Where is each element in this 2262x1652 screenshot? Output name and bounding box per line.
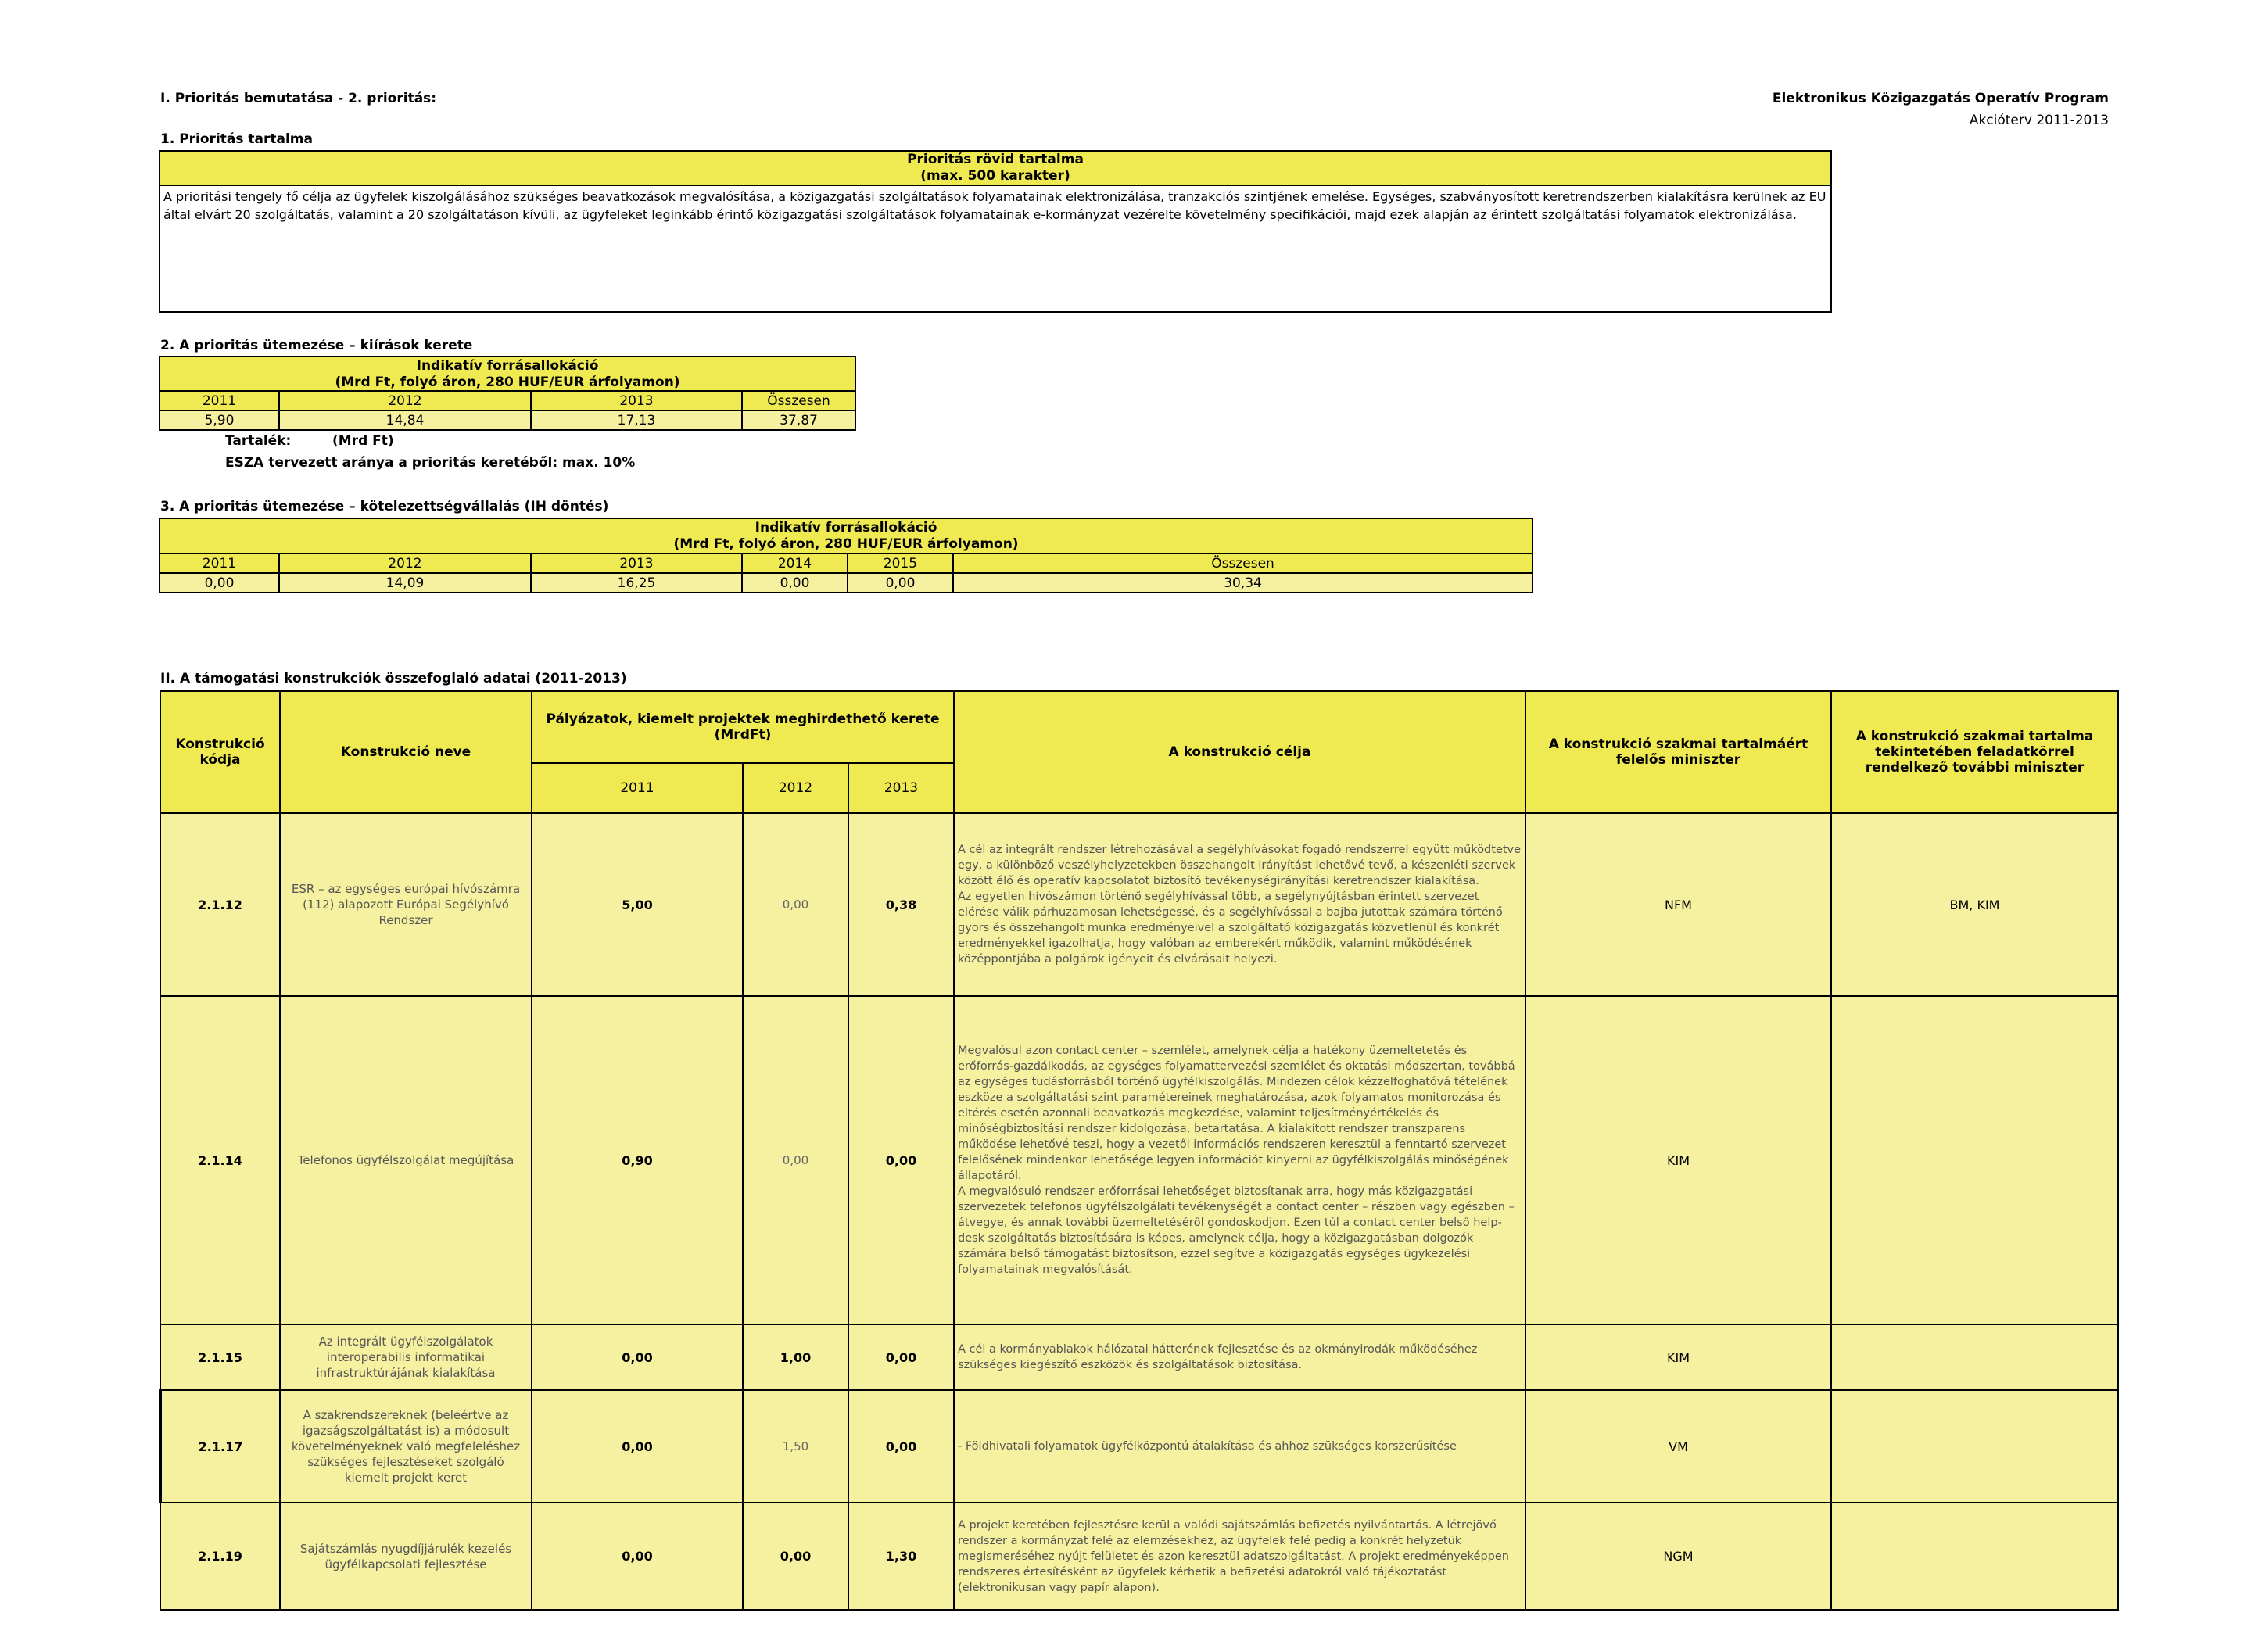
row-name: Sajátszámlás nyugdíjjárulék kezelés ügyfélkapcsolati fejlesztése <box>280 1503 532 1610</box>
commit-col-2014: 2014 <box>742 554 848 573</box>
row-other-minister <box>1831 1324 2118 1390</box>
row-2013: 0,00 <box>848 1324 954 1390</box>
row-2011: 0,00 <box>532 1390 743 1503</box>
constructions-table <box>159 690 2119 1611</box>
row-2012: 1,50 <box>743 1390 848 1503</box>
col-other-minister-header: A konstrukció szakmai tartalma tekintetében feladatkörrel rendelkező további miniszter <box>1831 691 2118 813</box>
section1-title: 1. Prioritás tartalma <box>160 131 313 147</box>
section2-title: 2. A prioritás ütemezése – kiírások kerete <box>160 338 473 353</box>
commit-col-2013: 2013 <box>531 554 742 573</box>
commitment-allocation-table <box>159 518 1533 593</box>
row-2012: 0,00 <box>743 813 848 996</box>
program-title: Elektronikus Közigazgatás Operatív Program <box>1772 91 2109 106</box>
row-2012: 0,00 <box>743 1503 848 1610</box>
row-goal: A cél a kormányablakok hálózatai hátterének fejlesztése és az okmányirodák működéséhez szükséges kiegészítő eszközök és szolgáltatások biztosítása. <box>954 1324 1525 1390</box>
row-minister: NGM <box>1525 1503 1831 1610</box>
priority-summary-text: A prioritási tengely fő célja az ügyfelek kiszolgálásához szükséges beavatkozások megvalósítása, a közigazgatási szolgáltatások folyamatainak elektronizálása, tranzakciós szintjének emelése. Egységes, szabványosított keretrendszerben kialakításra kerülnek az EU által elvárt 20 szolgáltatás, valamint a 20 szolgáltatáson kívüli, az ügyfeleket leginkább érintő közigazgatási szolgáltatások folyamatainak e-kormányzat vezérelte követelmény specifikációi, majd ezek alapján az érintett szolgáltatási folyamatok elektronizálása. <box>159 186 1832 313</box>
commit-head-line1: Indikatív forrásallokáció <box>160 518 1532 536</box>
row-other-minister <box>1831 996 2118 1324</box>
col-minister-header: A konstrukció szakmai tartalmáért felelős miniszter <box>1525 691 1831 813</box>
row-2011: 0,00 <box>532 1324 743 1390</box>
row-code: 2.1.12 <box>160 813 280 996</box>
col-code-header: Konstrukció kódja <box>160 691 280 813</box>
table-row <box>160 1324 2118 1390</box>
calls-head-line1: Indikatív forrásallokáció <box>160 357 855 374</box>
row-name: A szakrendszereknek (beleértve az igazságszolgáltatást is) a módosult követelményeknek való megfeleléshez szükséges fejlesztéseket szolgáló kiemelt projekt keret <box>280 1390 532 1503</box>
row-2012: 0,00 <box>743 996 848 1324</box>
calls-col-2011: 2011 <box>160 391 279 410</box>
priority-summary-header <box>159 150 1832 186</box>
reserve-unit: (Mrd Ft) <box>332 433 394 449</box>
row-code: 2.1.19 <box>160 1503 280 1610</box>
col-2013-header: 2013 <box>848 763 954 813</box>
col-budget-header: Pályázatok, kiemelt projektek meghirdethető kerete (MrdFt) <box>532 691 954 763</box>
calls-col-total: Összesen <box>742 391 855 410</box>
table-row <box>160 1390 2118 1503</box>
table-row <box>160 996 2118 1324</box>
calls-allocation-table <box>159 356 856 431</box>
calls-val-total: 37,87 <box>742 410 855 430</box>
row-minister: KIM <box>1525 1324 1831 1390</box>
col-name-header: Konstrukció neve <box>280 691 532 813</box>
col-goal-header: A konstrukció célja <box>954 691 1525 813</box>
esza-ratio: ESZA tervezett aránya a prioritás keretéből: max. 10% <box>225 455 636 471</box>
plan-subtitle: Akcióterv 2011-2013 <box>1969 113 2109 128</box>
row-code: 2.1.14 <box>160 996 280 1324</box>
row-2011: 0,90 <box>532 996 743 1324</box>
row-goal: A projekt keretében fejlesztésre kerül a valódi sajátszámlás befizetés nyilvántartás. A létrejövő rendszer a kormányzat felé az elemzésekhez, az ügyfelek felé pedig a konkrét helyzetük megismeréséhez nyújt felületet és azon keresztül adatszolgáltatást. A projekt eredményeképpen rendszeres értesítésként az ügyfelek kérhetik a befizetési adatokról való tájékoztatást (elektronikusan vagy papír alapon). <box>954 1503 1525 1610</box>
calls-val-2011: 5,90 <box>160 410 279 430</box>
row-2013: 1,30 <box>848 1503 954 1610</box>
row-goal: - Földhivatali folyamatok ügyfélközpontú átalakítása és ahhoz szükséges korszerűsítése <box>954 1390 1525 1503</box>
commit-val-2014: 0,00 <box>742 573 848 593</box>
row-goal: Megvalósul azon contact center – szemlélet, amelynek célja a hatékony üzemeltetetés és erőforrás-gazdálkodás, az egységes folyamattervezési szemlélet és oktatási módszertan, továbbá az egységes tudásforrásból történő ügyfélkiszolgálás. Mindezen célok kézzelfoghatóvá tételének eszköze a szolgáltatási szint paramétereinek meghatározása, azok folyamatos monitorozása és eltérés esetén azonnali beavatkozás megkezdése, valamint teljesítményértékelés és minőségbiztosítási rendszer kidolgozása, betartatása. A kialakított rendszer transzparens működése lehetővé teszi, hogy a vezetői információs rendszeren keresztül a fenntartó szervezet felelősének mindenkor lehetősége legyen információt kinyerni az ügyfélkiszolgálás minőségének állapotáról. A megvalósuló rendszer erőforrásai lehetőséget biztosítanak arra, hogy más közigazgatási szervezetek telefonos ügyfélszolgálati tevékenységét a contact center – részben vagy egészben – átvegye, és annak további üzemeltetéséről gondoskodjon. Ezen túl a contact center belső help-desk szolgáltatás biztosítására is képes, amelynek célja, hogy a közigazgatásban dolgozók számára belső támogatást biztosítson, ezzel segítve a közigazgatás egységes ügykezelési folyamatainak megvalósítását. <box>954 996 1525 1324</box>
calls-val-2012: 14,84 <box>279 410 531 430</box>
row-minister: VM <box>1525 1390 1831 1503</box>
section3-title: 3. A prioritás ütemezése – kötelezettségvállalás (IH döntés) <box>160 499 609 514</box>
calls-val-2013: 17,13 <box>531 410 742 430</box>
commit-val-2015: 0,00 <box>848 573 953 593</box>
row-code: 2.1.17 <box>160 1390 280 1503</box>
row-goal: A cél az integrált rendszer létrehozásával a segélyhívásokat fogadó rendszerrel együtt működtetve egy, a különböző veszélyhelyzetekben összehangolt irányítást lehetővé tevő, a készenléti szervek között élő és operatív kapcsolatot biztosító tevékenységirányítási keretrendszer kialakítása. Az egyetlen hívószámon történő segélyhívással több, a segélynyújtásban érintett szervezet elérése válik párhuzamosan lehetségessé, és a segélyhívással a bajba jutottak számára történő gyors és összehangolt munka eredményeivel a szolgáltató közigazgatás közvetlenül és konkrét eredményekkel igazolhatja, hogy valóban az emberekért működik, valamint működésének középpontjába a polgárok igényeit és elvárásait helyezi. <box>954 813 1525 996</box>
row-other-minister <box>1831 1503 2118 1610</box>
commit-col-total: Összesen <box>953 554 1532 573</box>
row-2013: 0,00 <box>848 996 954 1324</box>
row-2011: 5,00 <box>532 813 743 996</box>
calls-col-2012: 2012 <box>279 391 531 410</box>
calls-col-2013: 2013 <box>531 391 742 410</box>
table-row <box>160 813 2118 996</box>
col-2011-header: 2011 <box>532 763 743 813</box>
row-minister: KIM <box>1525 996 1831 1324</box>
row-2013: 0,38 <box>848 813 954 996</box>
commit-val-2011: 0,00 <box>160 573 279 593</box>
section4-title: II. A támogatási konstrukciók összefoglaló adatai (2011-2013) <box>160 671 627 686</box>
summary-title-line2: (max. 500 karakter) <box>160 167 1831 185</box>
col-2012-header: 2012 <box>743 763 848 813</box>
table-row <box>160 1503 2118 1610</box>
commit-col-2012: 2012 <box>279 554 531 573</box>
commit-val-2013: 16,25 <box>531 573 742 593</box>
row-name: Az integrált ügyfélszolgálatok interoperabilis informatikai infrastruktúrájának kialakítása <box>280 1324 532 1390</box>
commit-col-2011: 2011 <box>160 554 279 573</box>
row-minister: NFM <box>1525 813 1831 996</box>
page-heading: I. Prioritás bemutatása - 2. prioritás: <box>160 91 437 106</box>
row-2013: 0,00 <box>848 1390 954 1503</box>
row-other-minister <box>1831 1390 2118 1503</box>
calls-head-line2: (Mrd Ft, folyó áron, 280 HUF/EUR árfolyamon) <box>160 374 855 391</box>
reserve-label: Tartalék: <box>225 433 292 449</box>
row-2012: 1,00 <box>743 1324 848 1390</box>
commit-val-2012: 14,09 <box>279 573 531 593</box>
commit-col-2015: 2015 <box>848 554 953 573</box>
commit-head-line2: (Mrd Ft, folyó áron, 280 HUF/EUR árfolyamon) <box>160 536 1532 554</box>
summary-title-line1: Prioritás rövid tartalma <box>160 151 1831 167</box>
row-other-minister: BM, KIM <box>1831 813 2118 996</box>
row-code: 2.1.15 <box>160 1324 280 1390</box>
commit-val-total: 30,34 <box>953 573 1532 593</box>
row-2011: 0,00 <box>532 1503 743 1610</box>
row-name: Telefonos ügyfélszolgálat megújítása <box>280 996 532 1324</box>
row-name: ESR – az egységes európai hívószámra (112) alapozott Európai Segélyhívó Rendszer <box>280 813 532 996</box>
